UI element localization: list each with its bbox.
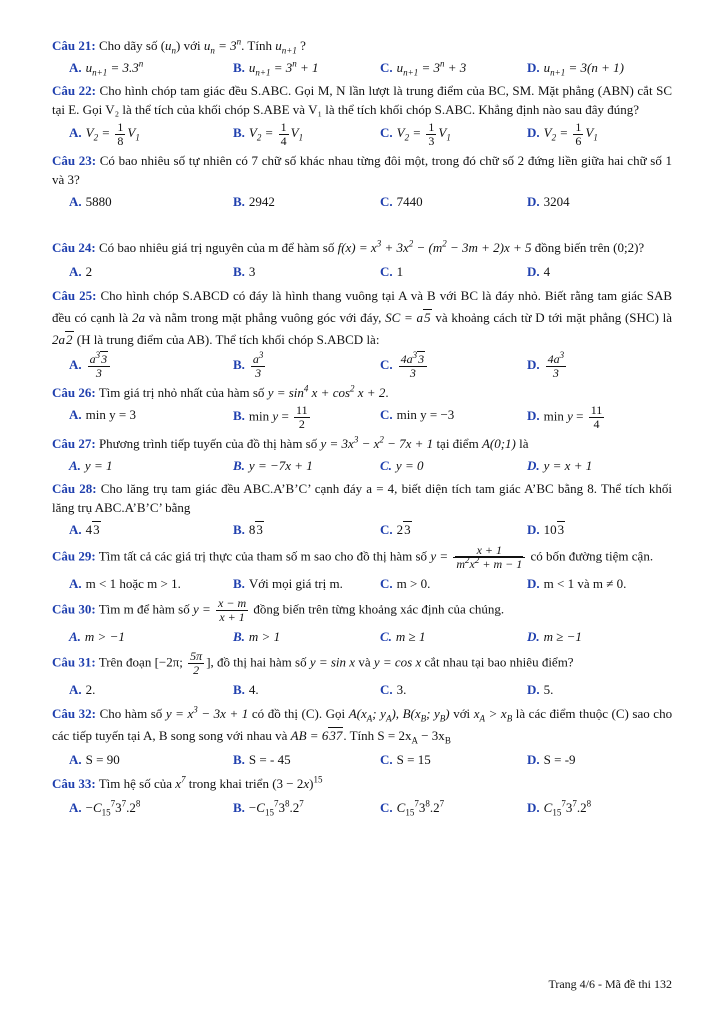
option-c[interactable]: C. m ≥ 1 <box>380 629 426 644</box>
option-b[interactable]: B. 3 <box>233 264 256 279</box>
option-b[interactable]: B. m > 1 <box>233 629 281 644</box>
option-b[interactable]: B. S = - 45 <box>233 752 291 767</box>
option-b[interactable]: B. $\frac{a^3}{3}$ <box>233 350 264 380</box>
option-d[interactable]: D. $u_{n+1} = 3(n + 1)$ <box>527 60 624 78</box>
options-27 <box>52 455 672 476</box>
option-a[interactable]: A. S = 90 <box>69 752 120 767</box>
options-33 <box>52 797 672 818</box>
option-c[interactable]: C. m > 0. <box>380 576 431 591</box>
option-c[interactable]: C. $u_{n+1} = 3^n + 3$ <box>380 58 467 78</box>
option-c[interactable]: C. 7440 <box>380 194 423 209</box>
options-31 <box>52 679 672 700</box>
options-30 <box>52 626 672 647</box>
option-a[interactable]: A. 5880 <box>69 194 112 209</box>
question-25: Câu 25: Cho hình chóp S.ABCD có đáy là hình thang vuông tại A và B với BC là đáy nhỏ. Biết rằng tam giác SAB đều có cạnh là 2a và nằm trong mặt phẳng vuông góc với đáy, SC = a5 và khoảng cách từ D tới mặt phẳng (SHC) là 2a2 (H là trung điểm của AB). Thể tích khối chóp S.ABCD là: <box>52 288 673 347</box>
option-d[interactable]: D. $C_{15}^73^7.2^8$ <box>527 798 592 818</box>
option-a[interactable]: A. min y = 3 <box>69 407 136 422</box>
option-d[interactable]: D. min y = $\frac{11}{4}$ <box>527 403 603 431</box>
options-26 <box>52 404 672 431</box>
options-32 <box>52 749 672 770</box>
option-d[interactable]: D. y = x + 1 <box>527 458 593 473</box>
option-a[interactable]: A. m > −1 <box>69 629 125 644</box>
option-b[interactable]: B. 83 <box>233 522 263 537</box>
option-a[interactable]: A. $\frac{a^33}{3}$ <box>52 353 216 380</box>
options-28 <box>52 519 672 540</box>
option-c[interactable]: C. 3. <box>380 682 407 697</box>
option-d[interactable]: D. m ≥ −1 <box>527 629 582 644</box>
question-21: Câu 21: Cho dãy số $(u_n)$ với $u_n = 3^n$. Tính $u_{n+1}$ ? <box>52 36 306 56</box>
options-25 <box>52 350 672 380</box>
question-number: Câu 21: <box>52 38 96 53</box>
option-c[interactable]: C. 23 <box>380 522 411 537</box>
option-b[interactable]: B. $u_{n+1} = 3^n + 1$ <box>233 58 319 78</box>
option-d[interactable]: D. m < 1 và m ≠ 0. <box>527 576 627 591</box>
question-stem: Có bao nhiêu số tự nhiên có 7 chữ số khác nhau từng đôi một, trong đó chữ số 2 đứng liền giữa hai chữ số 1 và 3? <box>52 153 672 187</box>
option-b[interactable]: B. 2942 <box>233 194 275 209</box>
option-d[interactable]: D. 4 <box>527 264 551 279</box>
options-29 <box>52 573 672 594</box>
option-a[interactable]: A. y = 1 <box>69 458 113 473</box>
option-b[interactable]: B. $V_2$ = $\frac{1}{4}$ $V_1$ <box>233 120 304 148</box>
option-a[interactable]: A. 2. <box>69 682 96 697</box>
options-23 <box>52 191 672 212</box>
option-a[interactable]: A. m < 1 hoặc m > 1. <box>69 576 181 591</box>
option-c[interactable]: C. 1 <box>380 264 404 279</box>
options-21 <box>52 57 672 78</box>
question-33: Câu 33: Tìm hệ số của $x^7$ trong khai triển $(3 - 2x)^{15}$ <box>52 774 323 791</box>
option-b[interactable]: B. $-C_{15}^73^8.2^7$ <box>233 798 304 818</box>
question-26: Câu 26: Tìm giá trị nhỏ nhất của hàm số $y = \sin^4 x + \cos^2 x + 2$. <box>52 383 389 400</box>
option-a[interactable]: A. 43 <box>69 522 100 537</box>
option-c[interactable]: C. S = 15 <box>380 752 431 767</box>
option-d[interactable]: D. 103 <box>527 522 565 537</box>
option-c[interactable]: C. $C_{15}^73^8.2^7$ <box>380 798 445 818</box>
option-b[interactable]: B. 4. <box>233 682 259 697</box>
option-d[interactable]: D. 5. <box>527 682 554 697</box>
option-d[interactable]: D. $\frac{4a^3}{3}$ <box>527 350 565 380</box>
question-stem: Cho hình chóp tam giác đều S.ABC. Gọi M, N lần lượt là trung điểm của BC, SM. Mặt phẳng (ABN) cắt SC tại E. Gọi V₂ là thể tích của khối chóp S.ABE và V₁ là thể tích khối chóp S.ABC. Khẳng định nào sau đây đúng? <box>52 83 672 117</box>
option-c[interactable]: C. y = 0 <box>380 458 424 473</box>
option-a[interactable]: A. $-C_{15}^73^7.2^8$ <box>69 798 141 818</box>
question-27: Câu 27: Phương trình tiếp tuyến của đồ thị hàm số $y = 3x^3 - x^2 - 7x + 1$ tại điểm A(0;1) là <box>52 434 529 451</box>
question-29: Câu 29: Tìm tất cả các giá trị thực của tham số m sao cho đồ thị hàm số y = $\frac{x + 1}{m^2x^2 + m - 1}$ có bốn đường tiệm cận. <box>52 543 654 571</box>
question-31: Câu 31: Trên đoạn [−2π; $\frac{5\pi}{2}$ ], đồ thị hai hàm số y = sin x và y = cos x cắt nhau tại bao nhiêu điểm? <box>52 649 574 677</box>
question-stem: Cho lăng trụ tam giác đều ABC.A’B’C’ cạnh đáy a = 4, biết diện tích tam giác A’BC bằng 8. Thể tích khối lăng trụ ABC.A’B’C’ bằng <box>52 481 672 515</box>
option-c[interactable]: C. $V_2$ = $\frac{1}{3}$ $V_1$ <box>380 120 451 148</box>
option-a[interactable]: A. $u_{n+1} = 3.3^n$ <box>69 58 144 78</box>
option-c[interactable]: C. min y = −3 <box>380 407 455 422</box>
option-d[interactable]: D. 3204 <box>527 194 570 209</box>
option-b[interactable]: B. Với mọi giá trị m. <box>233 576 343 591</box>
option-b[interactable]: B. y = −7x + 1 <box>233 458 313 473</box>
option-c[interactable]: C. $\frac{4a^33}{3}$ <box>363 353 510 380</box>
question-23: Câu 23: Có bao nhiêu số tự nhiên có 7 chữ số khác nhau từng đôi một, trong đó chữ số 2 đứng liền giữa hai chữ số 1 và 3? <box>52 153 672 187</box>
question-28: Câu 28: Cho lăng trụ tam giác đều ABC.A’B’C’ cạnh đáy a = 4, biết diện tích tam giác A’BC bằng 8. Thể tích khối lăng trụ ABC.A’B’C’ bằng <box>52 481 672 515</box>
question-22: Câu 22: Cho hình chóp tam giác đều S.ABC. Gọi M, N lần lượt là trung điểm của BC, SM. Mặt phẳng (ABN) cắt SC tại E. Gọi V₂ là thể tích của khối chóp S.ABE và V₁ là thể tích khối chóp S.ABC. Khẳng định nào sau đây đúng? <box>52 83 672 117</box>
option-d[interactable]: D. $V_2$ = $\frac{1}{6}$ $V_1$ <box>527 120 598 148</box>
page-footer: Trang 4/6 - Mã đề thi 132 <box>548 977 672 991</box>
options-22 <box>52 121 672 148</box>
option-d[interactable]: D. S = -9 <box>527 752 576 767</box>
question-30: Câu 30: Tìm m để hàm số y = $\frac{x - m}{x + 1}$ đồng biến trên từng khoảng xác định của chúng. <box>52 596 505 624</box>
option-a[interactable]: A. $V_2$ = $\frac{1}{8}$ $V_1$ <box>69 120 140 148</box>
options-24 <box>52 261 672 282</box>
question-32: Câu 32: Cho hàm số $y = x^3 - 3x + 1$ có đồ thị (C). Gọi $A(x_A$; $y_A$), $B(x_B$; $y_B$) với $x_A > x_B$ là các điểm thuộc (C) sao cho các tiếp tuyến tại A, B song song với nhau và AB = 637. Tính $S = 2x_A - 3x_B$ <box>52 704 673 746</box>
option-b[interactable]: B. min y = $\frac{11}{2}$ <box>233 403 308 431</box>
exam-page <box>52 36 672 821</box>
question-stem: Cho dãy số <box>98 38 158 53</box>
option-a[interactable]: A. 2 <box>69 264 93 279</box>
question-24: Câu 24: Có bao nhiêu giá trị nguyên của m để hàm số $f(x) = x^3 + 3x^2 - (m^2 - 3m + 2)x + 5$ đồng biến trên (0;2)? <box>52 238 645 255</box>
